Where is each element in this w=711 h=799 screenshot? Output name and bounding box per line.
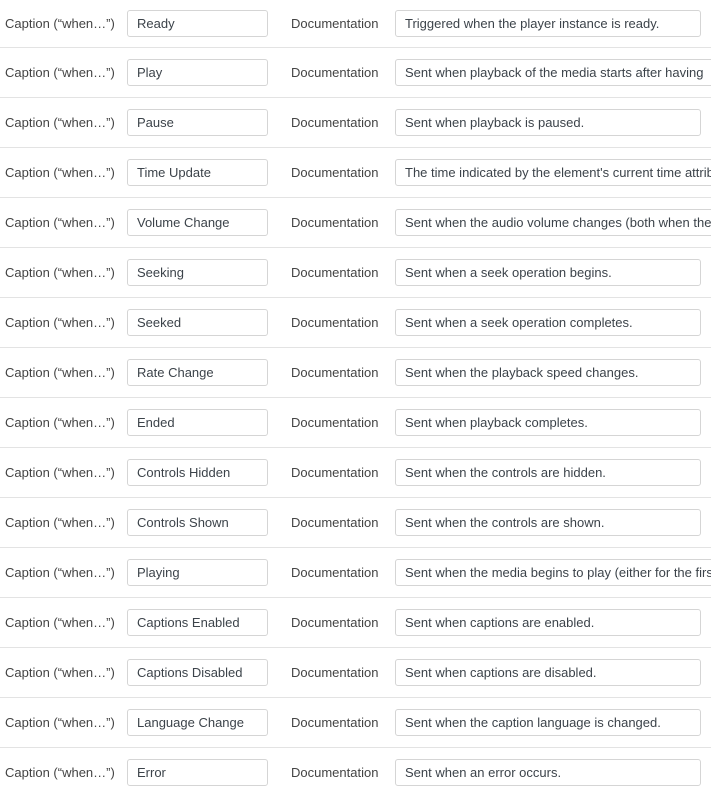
event-row (0, 697, 711, 747)
documentation-label: Documentation (291, 465, 379, 480)
caption-label: Caption (“when…”) (5, 765, 115, 780)
caption-input[interactable] (127, 659, 268, 686)
documentation-input[interactable] (395, 259, 701, 286)
documentation-input[interactable] (395, 709, 701, 736)
event-row (0, 547, 711, 597)
caption-input[interactable] (127, 409, 268, 436)
caption-label: Caption (“when…”) (5, 65, 115, 80)
documentation-input[interactable] (395, 459, 701, 486)
documentation-label: Documentation (291, 165, 379, 180)
documentation-label: Documentation (291, 665, 379, 680)
documentation-input[interactable] (395, 609, 701, 636)
event-row (0, 647, 711, 697)
documentation-input[interactable] (395, 359, 701, 386)
caption-input[interactable] (127, 109, 268, 136)
event-row (0, 0, 711, 47)
event-row (0, 247, 711, 297)
documentation-label: Documentation (291, 615, 379, 630)
event-row (0, 397, 711, 447)
documentation-label: Documentation (291, 265, 379, 280)
caption-input[interactable] (127, 459, 268, 486)
event-row (0, 297, 711, 347)
documentation-label: Documentation (291, 115, 379, 130)
caption-input[interactable] (127, 509, 268, 536)
event-row (0, 347, 711, 397)
caption-label: Caption (“when…”) (5, 515, 115, 530)
caption-input[interactable] (127, 59, 268, 86)
documentation-label: Documentation (291, 415, 379, 430)
event-row (0, 97, 711, 147)
caption-label: Caption (“when…”) (5, 265, 115, 280)
documentation-input[interactable] (395, 109, 701, 136)
caption-label: Caption (“when…”) (5, 16, 115, 31)
caption-input[interactable] (127, 159, 268, 186)
documentation-input[interactable] (395, 59, 711, 86)
caption-label: Caption (“when…”) (5, 565, 115, 580)
documentation-input[interactable] (395, 559, 711, 586)
caption-input[interactable] (127, 709, 268, 736)
event-row (0, 47, 711, 97)
event-row (0, 597, 711, 647)
documentation-input[interactable] (395, 10, 701, 37)
documentation-input[interactable] (395, 159, 711, 186)
documentation-input[interactable] (395, 509, 701, 536)
caption-label: Caption (“when…”) (5, 465, 115, 480)
documentation-input[interactable] (395, 409, 701, 436)
event-row (0, 197, 711, 247)
caption-label: Caption (“when…”) (5, 165, 115, 180)
event-row (0, 747, 711, 797)
caption-label: Caption (“when…”) (5, 115, 115, 130)
documentation-label: Documentation (291, 715, 379, 730)
documentation-label: Documentation (291, 215, 379, 230)
documentation-input[interactable] (395, 209, 711, 236)
documentation-label: Documentation (291, 565, 379, 580)
caption-label: Caption (“when…”) (5, 715, 115, 730)
caption-label: Caption (“when…”) (5, 315, 115, 330)
documentation-input[interactable] (395, 659, 701, 686)
caption-label: Caption (“when…”) (5, 415, 115, 430)
caption-input[interactable] (127, 359, 268, 386)
documentation-input[interactable] (395, 309, 701, 336)
event-row (0, 147, 711, 197)
caption-input[interactable] (127, 209, 268, 236)
caption-input[interactable] (127, 609, 268, 636)
caption-input[interactable] (127, 10, 268, 37)
caption-input[interactable] (127, 759, 268, 786)
event-row (0, 447, 711, 497)
caption-input[interactable] (127, 559, 268, 586)
documentation-label: Documentation (291, 315, 379, 330)
documentation-label: Documentation (291, 365, 379, 380)
caption-input[interactable] (127, 259, 268, 286)
caption-label: Caption (“when…”) (5, 665, 115, 680)
documentation-label: Documentation (291, 515, 379, 530)
caption-input[interactable] (127, 309, 268, 336)
caption-label: Caption (“when…”) (5, 215, 115, 230)
caption-label: Caption (“when…”) (5, 365, 115, 380)
caption-label: Caption (“when…”) (5, 615, 115, 630)
documentation-label: Documentation (291, 65, 379, 80)
event-row (0, 497, 711, 547)
documentation-label: Documentation (291, 765, 379, 780)
documentation-label: Documentation (291, 16, 379, 31)
documentation-input[interactable] (395, 759, 701, 786)
